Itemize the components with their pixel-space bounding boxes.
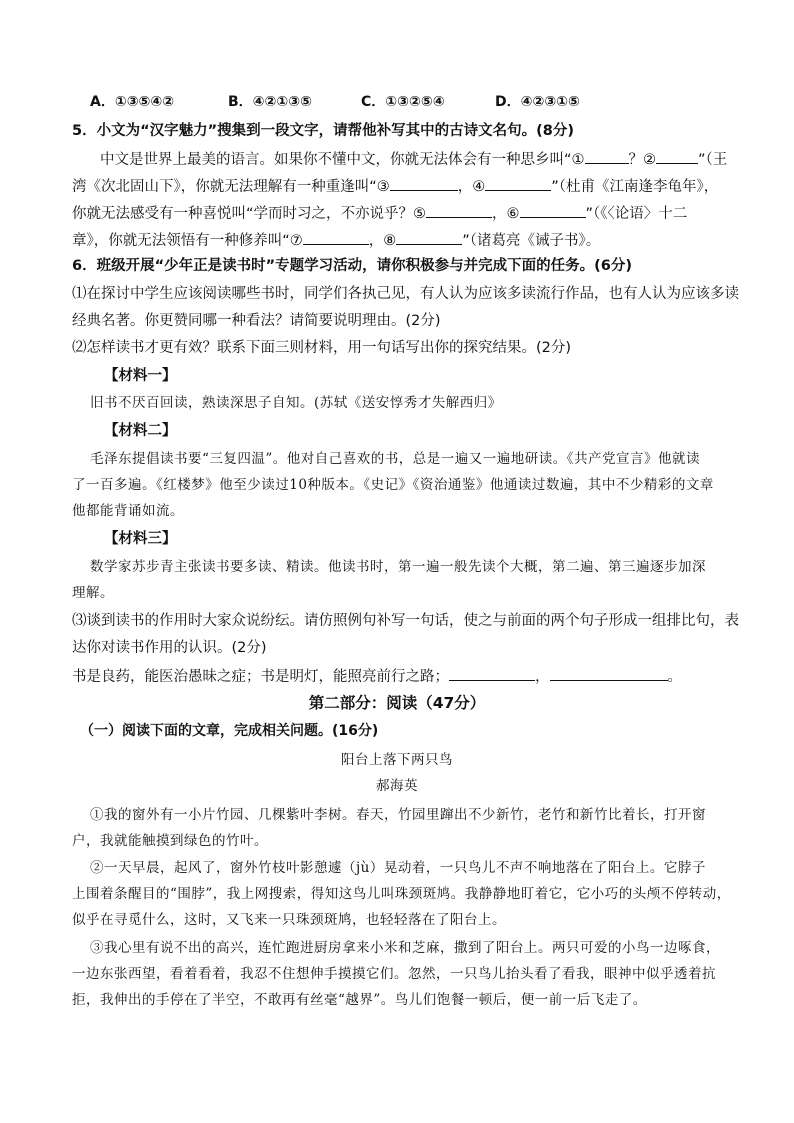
paragraph-2-line1: ②一天早晨，起风了，窗外竹枝叶影憩遽（jù）晃动着，一只鸟儿不声不响地落在了阳台上。它脖子 [90, 860, 706, 876]
answer-blank-10[interactable] [550, 665, 668, 681]
text: ，⑧ [368, 233, 397, 249]
material-3-line1: 数学家苏步青主张读书要多读、精读。他读书时，第一遍一般先读个大概，第二遍、第三遍逐步加深 [90, 559, 706, 575]
q4-options [90, 92, 580, 112]
text: ”（诸葛亮《诫子书》。 [462, 233, 601, 249]
material-3-title: 【材料三】 [104, 531, 177, 547]
paragraph-1-line1: ①我的窗外有一小片竹园、几棵紫叶李树。春天，竹园里蹿出不少新竹，老竹和新竹比着长，打开窗 [90, 807, 706, 823]
text: 。 [667, 669, 682, 685]
answer-blank-8[interactable] [396, 229, 462, 245]
option-value: ①③⑤④② [114, 94, 175, 110]
text: 湾《次北固山下》，你就无法理解有一种重逢叫“③ [72, 179, 390, 195]
answer-blank-5[interactable] [426, 202, 492, 218]
option-value: ④②③①⑤ [520, 94, 580, 110]
material-2-title: 【材料二】 [104, 423, 177, 439]
option-value: ④②①③⑤ [252, 94, 312, 110]
option-a [90, 92, 228, 112]
material-2-line2: 了一百多遍。《红楼梦》他至少读过10种版本。《史记》《资治通鉴》他通读过数遍，其中不少精彩的文章 [72, 477, 714, 493]
text: 中文是世界上最美的语言。如果你不懂中文，你就无法体会有一种思乡叫“① [100, 152, 585, 168]
material-1-title: 【材料一】 [104, 368, 177, 384]
answer-blank-4[interactable] [485, 175, 551, 191]
option-value: ①③②⑤④ [385, 94, 445, 110]
q6-part3-line3 [72, 665, 682, 687]
answer-blank-7[interactable] [303, 229, 369, 245]
text: ”（杜甫《江南逢李龟年》， [551, 179, 719, 195]
option-c [361, 92, 495, 112]
article-author: 郝海英 [376, 778, 418, 794]
text: ，④ [457, 179, 486, 195]
option-letter: D． [495, 94, 521, 110]
q6-stem: 6．班级开展“少年正是读书时”专题学习活动，请你积极参与并完成下面的任务。(6分) [72, 258, 632, 274]
material-2-line1: 毛泽东提倡读书要“三复四温”。他对自己喜欢的书，总是一遍又一遍地研读。《共产党宣言》他就读 [90, 451, 701, 467]
answer-blank-3[interactable] [390, 175, 458, 191]
q5-line-4 [72, 229, 600, 251]
paragraph-3-line3: 拒，我伸出的手停在了半空，不敢再有丝毫“越界”。鸟儿们饱餐一顿后，便一前一后飞走了。 [72, 992, 647, 1008]
paragraph-2-line3: 似乎在寻觅什么，这时，又飞来一只珠颈斑鸠，也轻轻落在了阳台上。 [72, 912, 506, 928]
paragraph-2-line2: 上围着条醒目的“围脖”，我上网搜索，得知这鸟儿叫珠颈斑鸠。我静静地盯着它，它小巧的头颅不停转动， [72, 886, 731, 902]
material-3-line2: 理解。 [72, 585, 114, 601]
material-2-line3: 他都能背诵如流。 [72, 503, 184, 519]
text: 书是良药，能医治愚昧之症；书是明灯，能照亮前行之路； [72, 669, 449, 685]
text: ”（《〈论语〉十二 [585, 206, 688, 222]
text: 你就无法感受有一种喜悦叫“学而时习之，不亦说乎？⑤ [72, 206, 427, 222]
answer-blank-6[interactable] [520, 202, 586, 218]
answer-blank-1[interactable] [585, 148, 629, 164]
option-letter: B． [228, 94, 253, 110]
q6-part3-line2: 达你对读书作用的认识。(2分) [72, 640, 267, 656]
option-d [495, 92, 580, 112]
answer-blank-2[interactable] [656, 148, 698, 164]
text: ， [535, 669, 550, 685]
article-title: 阳台上落下两只鸟 [341, 752, 453, 768]
material-1-text: 旧书不厌百回读，熟读深思子自知。(苏轼《送安惇秀才失解西归》 [90, 395, 502, 411]
q6-part1-line1: ⑴在探讨中学生应该阅读哪些书时，同学们各执己见，有人认为应该多读流行作品，也有人认为应该多读 [72, 286, 739, 302]
q5-stem: 5．小文为“汉字魅力”搜集到一段文字，请帮他补写其中的古诗文名句。(8分) [72, 123, 574, 139]
text: 章》，你就无法领悟有一种修养叫“⑦ [72, 233, 303, 249]
option-b [228, 92, 361, 112]
option-letter: C． [361, 94, 386, 110]
paragraph-3-line2: 一边东张西望，看着看着，我忍不住想伸手摸摸它们。忽然，一只鸟儿抬头看了看我，眼神中似乎透着抗 [72, 966, 716, 982]
q5-line-1 [100, 148, 727, 170]
reading-section-heading: （一）阅读下面的文章，完成相关问题。(16分) [80, 723, 379, 739]
q6-part1-line2: 经典名著。你更赞同哪一种看法？请简要说明理由。(2分) [72, 313, 441, 329]
option-letter: A． [90, 94, 115, 110]
text: ？② [628, 152, 657, 168]
paragraph-1-line2: 户，我就能触摸到绿色的竹叶。 [72, 833, 268, 849]
text: ”（王 [698, 152, 728, 168]
paragraph-3-line1: ③我心里有说不出的高兴，连忙跑进厨房拿来小米和芝麻，撒到了阳台上。两只可爱的小鸟一边啄食， [90, 940, 720, 956]
part2-title: 第二部分：阅读（47分） [308, 694, 486, 712]
answer-blank-9[interactable] [449, 665, 535, 681]
q5-line-3 [72, 202, 687, 224]
text: ，⑥ [492, 206, 520, 222]
q6-part2: ⑵怎样读书才更有效？联系下面三则材料，用一句话写出你的探究结果。(2分) [72, 340, 572, 356]
q6-part3-line1: ⑶谈到读书的作用时大家众说纷纭。请仿照例句补写一句话，使之与前面的两个句子形成一组排比句，表 [72, 613, 739, 629]
q5-line-2 [72, 175, 718, 197]
